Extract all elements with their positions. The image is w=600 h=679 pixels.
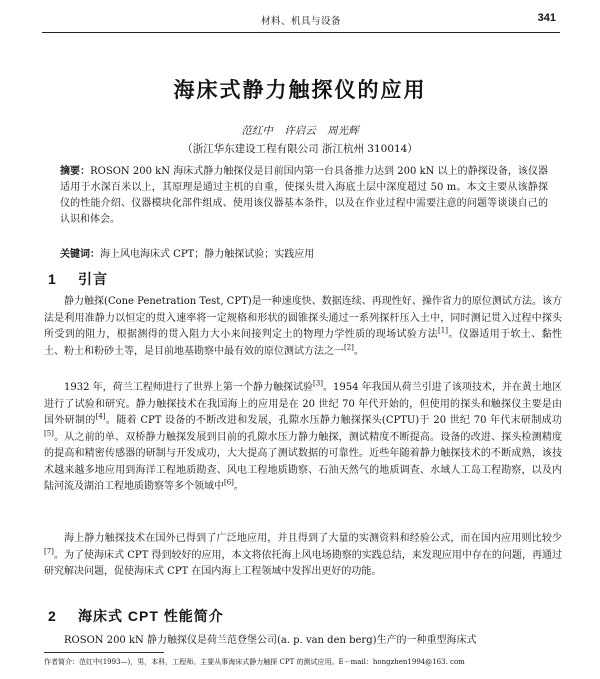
abstract-text: ROSON 200 kN 海床式静力触探仪是目前国内第一台具备推力达到 200 kN 以上的静探设备，该仪器适用于水深百米以上，其原理是通过主机的自重，使探头贯入海底土层中深度超过 50 m。本文主要从该静探仪的性能介绍、仪器模块化部件组成、使用该仪器基本条件，以及在作业过程中需要注意的问题等谈谈自己的认识和体会。 [60,166,548,225]
author-list: 范红中 许启云 周光辉 [241,125,359,137]
intro-paragraph-1 [44,294,562,360]
citation: [5] [44,429,54,438]
running-header [42,10,560,33]
section-heading-cpt-performance [48,606,224,626]
paragraph-text: 静力触探(Cone Penetration Test, CPT)是一种速度快、数据连续、再现性好、操作省力的原位测试方法。该方法是利用准静力以恒定的贯入速率将一定规格和形状的圆锥探头通过一系列探杆压入土中，同时测记贯入过程中探头所受到的阻力，根据测得的贯入阻力大小来间接判定土的物理力学性质的现场试验方法 [44,296,562,340]
footnote-divider [44,652,164,653]
paragraph-text: ROSON 200 kN 静力触探仪是荷兰范登堡公司(a. p. van den berg)生产的一种重型海床式 [64,635,477,646]
author-footnote: 作者简介：范红中(1993—)，男，本科，工程师。主要从事海床式静力触探 CPT 的测试应用。E－mail：hongzhen1994@163. com [44,658,465,666]
page-number: 341 [537,12,556,24]
citation: [7] [44,547,54,556]
keywords-label: 关键词： [60,249,100,260]
keywords [60,247,548,263]
paragraph-text: 。 [353,345,364,357]
section-number: 2 [48,608,57,624]
keywords-text: 海上风电海床式 CPT；静力触探试验；实践应用 [100,249,315,260]
section-number: 1 [48,271,57,287]
section2-paragraph-1 [44,633,562,650]
citation: [1] [438,326,448,335]
paragraph-text: 1932 年，荷兰工程师进行了世界上第一个静力触探试验 [64,382,314,393]
citation: [6] [224,478,234,487]
paragraph-text: 。从之前的单、双桥静力触探发展到目前的孔隙水压力静力触探，测试精度不断提高。设备的改进、探头检测精度的提高和精密传感器的研制与开发成功，大大提高了测试数据的可靠性。近些年随着静力触探技术的不断成熟，该技术越来越多地应用到海洋工程地质勘查、风电工程地质勘察、石油天然气的地质调查、水域人工岛工程勘察，以及内陆河流及湖泊工程地质勘察等多个领域中 [44,431,562,492]
author-affiliation: （浙江华东建设工程有限公司 浙江杭州 310014） [182,143,418,155]
section-heading-introduction [48,269,108,289]
paper-title: 海床式静力触探仪的应用 [173,79,427,102]
paragraph-text: 海上静力触探技术在国外已得到了广泛地应用，并且得到了大量的实测资料和经验公式，而在国内应用则比较少 [64,533,562,544]
paragraph-text: 。随着 CPT 设备的不断改进和发展，孔隙水压静力触探探头(CPTU)于 20 世纪 70 年代末研制成功 [105,415,562,426]
citation: [3] [313,379,323,388]
section-title: 引言 [78,271,108,287]
abstract [60,164,548,228]
paragraph-text: 。 [233,481,244,492]
intro-paragraph-2 [44,380,562,496]
section-title: 海床式 CPT 性能简介 [78,608,224,624]
abstract-label: 摘要： [60,166,91,177]
paragraph-text: 。仪器适用于软土、黏性土、粉土和粉砂土等，是目前地基勘察中最有效的原位测试方法之一 [44,329,563,357]
journal-section-title: 材料、机具与设备 [260,16,341,27]
paragraph-text: 。1954 年我国从荷兰引进了该项技术，并在黄土地区进行了试验和研究。静力触探技术在我国海上的应用是在 20 世纪 70 年代开始的，但使用的探头和触探仪主要是由国外研制的 [44,382,562,426]
paragraph-text: 。为了使海床式 CPT 得到较好的应用，本文将依托海上风电场勘察的实践总结，来发现应用中存在的问题，再通过研究解决问题，促使海床式 CPT 在国内海上工程领域中发挥出更好的功能。 [44,549,562,577]
citation: [2] [344,343,354,352]
intro-paragraph-3 [44,531,562,581]
citation: [4] [95,412,106,421]
